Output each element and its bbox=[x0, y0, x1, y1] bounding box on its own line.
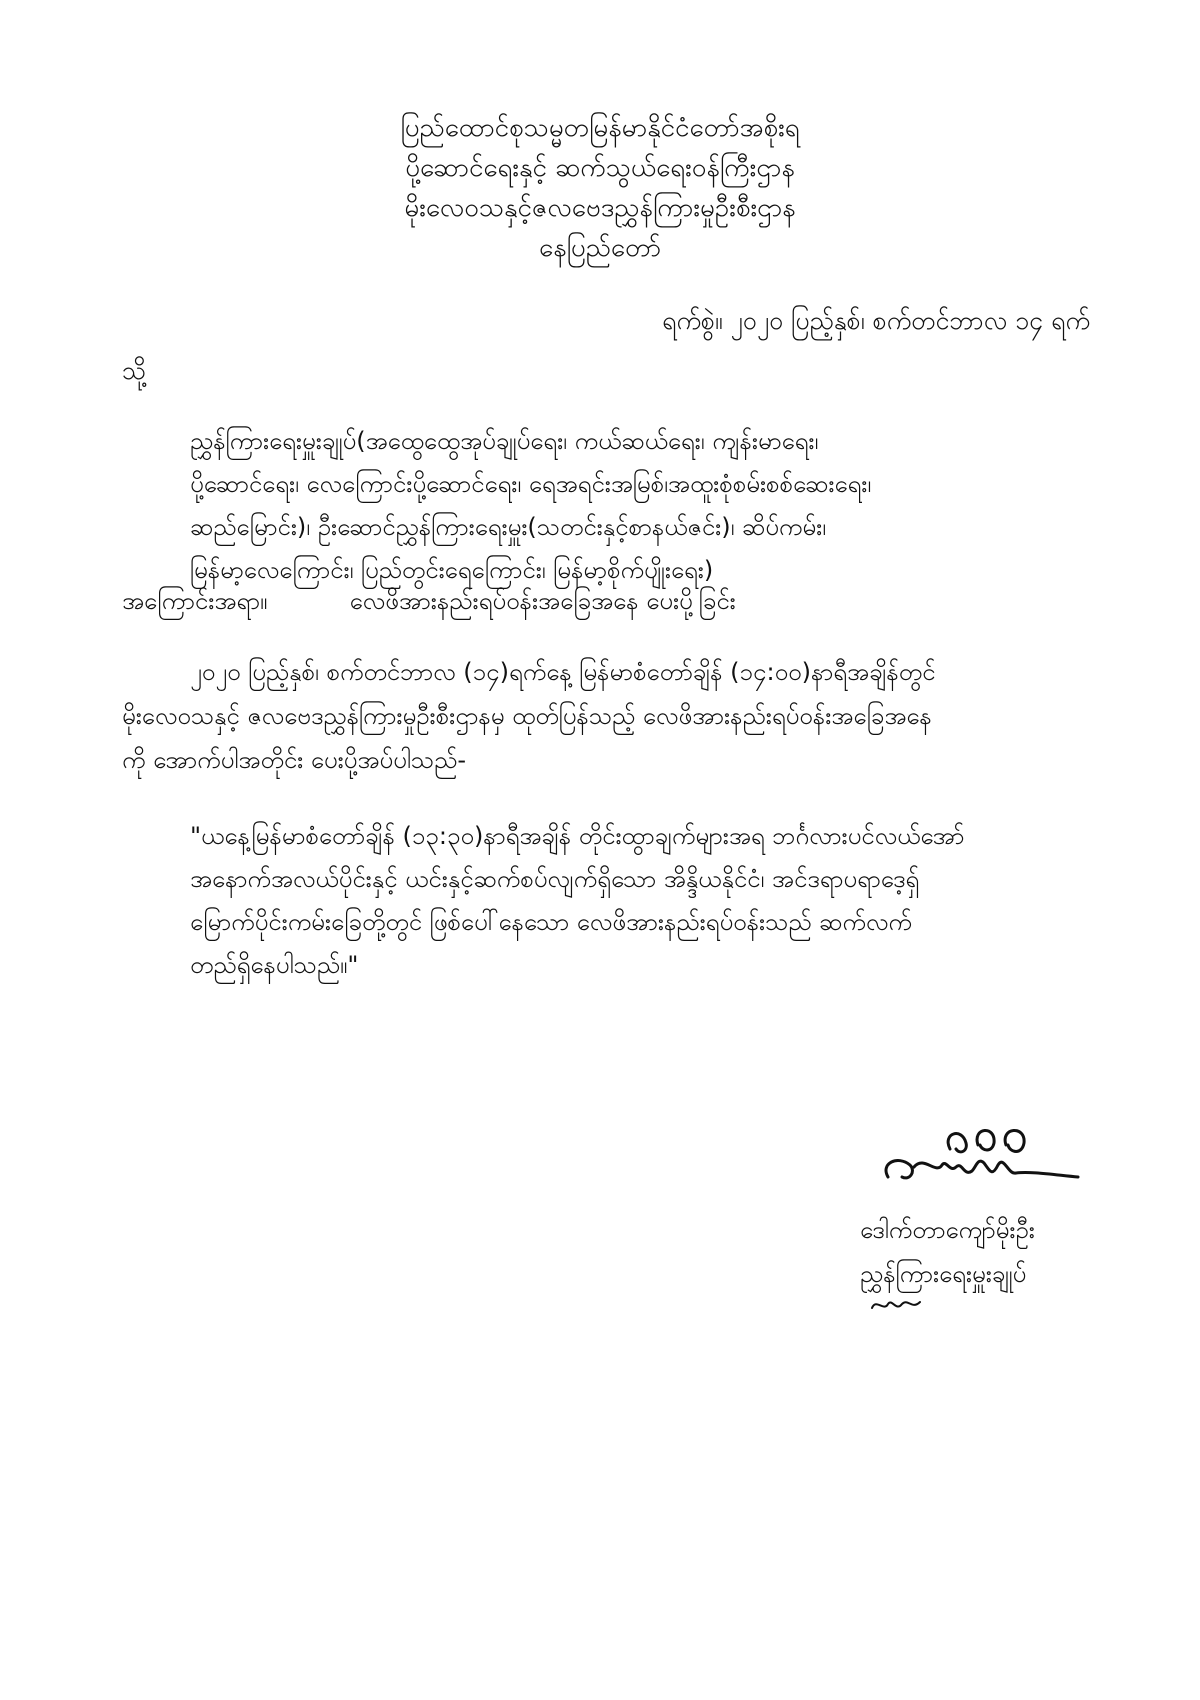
signer-name: ဒေါက်တာကျော်မိုးဦး bbox=[860, 1216, 1035, 1244]
signer-block bbox=[860, 1208, 1035, 1296]
quoted-forecast bbox=[190, 815, 1110, 987]
subject-label: အကြောင်းအရာ။ bbox=[122, 587, 268, 615]
body-line: ကို အောက်ပါအတိုင်း ပေးပို့အပ်ပါသည်- bbox=[122, 746, 466, 774]
letterhead bbox=[300, 108, 900, 268]
letterhead-department: မိုးလေဝသနှင့်ဇလဗေဒညွှန်ကြားမှုဦးစီးဌာန bbox=[404, 193, 796, 223]
recipient-line: ပို့ဆောင်ရေး၊ လေကြောင်းပို့ဆောင်ရေး၊ ရေအရင်းအမြစ်၊အထူးစုံစမ်းစစ်ဆေးရေး၊ bbox=[190, 470, 872, 498]
recipient-line: ညွှန်ကြားရေးမှူးချုပ်(အထွေထွေအုပ်ချုပ်ရေး၊ ကယ်ဆယ်ရေး၊ ကျန်းမာရေး၊ bbox=[190, 427, 819, 455]
handwritten-initial bbox=[868, 1290, 928, 1318]
recipient-list bbox=[190, 420, 1110, 592]
letterhead-ministry: ပို့ဆောင်ရေးနှင့် ဆက်သွယ်ရေးဝန်ကြီးဌာန bbox=[405, 153, 795, 183]
body-line: ၂၀၂၀ ပြည့်နှစ်၊ စက်တင်ဘာလ (၁၄)ရက်နေ့ မြန်မာစံတော်ချိန် (၁၄:၀၀)နာရီအချိန်တွင် bbox=[190, 658, 936, 686]
handwritten-signature bbox=[880, 1115, 1080, 1205]
quote-line: တည်ရှိနေပါသည်။" bbox=[190, 951, 359, 979]
to-label: သို့ bbox=[122, 356, 147, 385]
letterhead-government: ပြည်ထောင်စုသမ္မတမြန်မာနိုင်ငံတော်အစိုးရ bbox=[400, 113, 800, 143]
recipient-line: မြန်မာ့လေကြောင်း၊ ပြည်တွင်းရေကြောင်း၊ မြန်မာ့စိုက်ပျိုးရေး) bbox=[190, 556, 714, 584]
subject-line bbox=[122, 585, 1112, 621]
letterhead-city: နေပြည်တော် bbox=[538, 233, 662, 263]
signer-title: ညွှန်ကြားရေးမှူးချုပ် bbox=[860, 1260, 1027, 1288]
letter-date: ရက်စွဲ။ ၂၀၂၀ ပြည့်နှစ်၊ စက်တင်ဘာလ ၁၄ ရက် bbox=[662, 306, 1090, 335]
body-paragraph bbox=[122, 650, 1112, 782]
body-line: မိုးလေဝသနှင့် ဇလဗေဒညွှန်ကြားမှုဦးစီးဌာနမှ ထုတ်ပြန်သည့် လေဖိအားနည်းရပ်ဝန်းအခြေအနေ bbox=[122, 702, 932, 730]
quote-line: အနောက်အလယ်ပိုင်းနှင့် ယင်းနှင့်ဆက်စပ်လျက်ရှိသော အိန္ဒိယနိုင်ငံ၊ အင်ဒရာပရာဒေ့ရှ် bbox=[190, 865, 920, 893]
subject-text: လေဖိအားနည်းရပ်ဝန်းအခြေအနေ ပေးပို့ခြင်း bbox=[349, 587, 736, 615]
quote-line: မြောက်ပိုင်းကမ်းခြေတို့တွင် ဖြစ်ပေါ်နေသော လေဖိအားနည်းရပ်ဝန်းသည် ဆက်လက် bbox=[190, 908, 912, 936]
quote-line: "ယနေ့မြန်မာစံတော်ချိန် (၁၃:၃၀)နာရီအချိန် တိုင်းထွာချက်များအရ ဘင်္ဂလားပင်လယ်အော် bbox=[190, 822, 965, 850]
recipient-line: ဆည်မြောင်း)၊ ဦးဆောင်ညွှန်ကြားရေးမှူး(သတင်းနှင့်စာနယ်ဇင်း)၊ ဆိပ်ကမ်း၊ bbox=[190, 513, 826, 541]
